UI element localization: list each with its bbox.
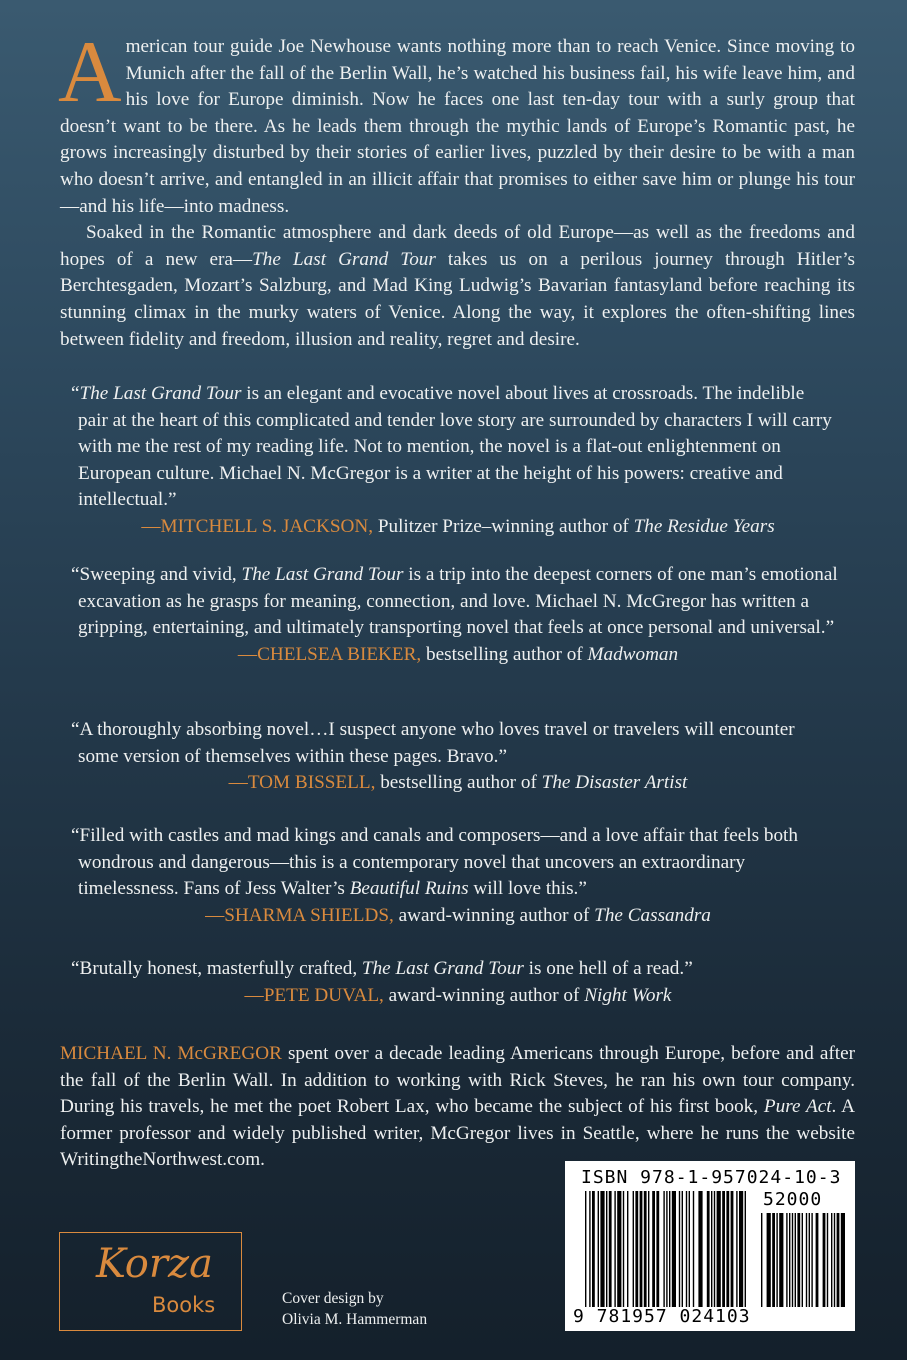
quote-attribution (78, 642, 838, 669)
barcode-bar (669, 1191, 670, 1307)
barcode-bar (711, 1191, 712, 1307)
barcode-bar (606, 1191, 607, 1307)
attr-name: SHARMA SHIELDS, (224, 904, 394, 926)
quote-pre: “A thoroughly absorbing novel…I suspect anyone who loves travel or travelers will encounter some version of themselves within these pages. Bravo.” (71, 719, 795, 767)
barcode-bar (802, 1213, 803, 1307)
barcode-bar (633, 1191, 634, 1307)
blurb-p2-start: Soaked in the Romantic atmosphere and dark deeds of old Europe—as well as the freedoms and hopes of a new era— (60, 222, 855, 270)
barcode-bar (795, 1213, 796, 1307)
barcode-bar (589, 1191, 590, 1307)
author-name: MICHAEL N. McGREGOR (60, 1043, 282, 1064)
barcode-bar (831, 1213, 832, 1307)
attr-name: TOM BISSELL, (247, 772, 376, 794)
attr-dash: — (244, 984, 264, 1006)
barcode-bar (827, 1213, 828, 1307)
barcode-bar (792, 1213, 793, 1307)
barcode-bar (689, 1191, 690, 1307)
review-quote-4 (71, 823, 838, 929)
barcode-bar (635, 1191, 638, 1307)
attr-work: The Disaster Artist (541, 772, 688, 794)
isbn-label: ISBN 978-1-957024-10-3 (581, 1167, 842, 1188)
barcode-bar (714, 1191, 715, 1307)
barcode-bar (617, 1191, 621, 1307)
barcode-bar (640, 1191, 643, 1307)
barcode-bar (823, 1213, 826, 1307)
barcode-bar (809, 1213, 810, 1307)
quote-body (71, 956, 838, 983)
barcode-bar (779, 1213, 783, 1307)
barcode-bar (600, 1191, 604, 1307)
barcode-bar (745, 1191, 746, 1307)
barcode-bar (837, 1213, 840, 1307)
attr-work: The Cassandra (594, 904, 711, 926)
barcode-bar (776, 1213, 777, 1307)
attr-work: The Residue Years (633, 515, 775, 537)
barcode-bar (686, 1191, 687, 1307)
quote-pre: “ (71, 383, 80, 404)
quote-text: is an elegant and evocative novel about lives at crossroads. The indelible pair at the heart of this complicated and tender love story are surrounded by characters I will carry with me the rest of my reading life. Not to mention, the novel is a flat-out enlightenment on European culture. Michael N. McGregor is a writer at the height of his powers: creative and intellectual.” (78, 383, 832, 511)
barcode-bar (736, 1191, 737, 1307)
blurb-section (58, 24, 855, 353)
author-bio (60, 1041, 855, 1174)
attr-role: award-winning author of (393, 904, 595, 926)
barcode-bar (614, 1191, 615, 1307)
attr-name: CHELSEA BIEKER, (257, 643, 422, 665)
blurb-p2-rest: takes us on a perilous journey through Hitler’s Berchtesgaden, Mozart’s Salzburg, and Mad King Ludwig’s Bavarian fantasyland before reaching its stunning climax in the murky waters of Venice. Along the way, it explores the often-shifting lines between fidelity and freedom, illusion and reality, regret and desire. (60, 248, 855, 350)
barcode-bar (707, 1191, 710, 1307)
barcode-bar (841, 1213, 845, 1307)
barcode-bar (726, 1191, 729, 1307)
attr-role: award-winning author of (383, 984, 585, 1006)
barcode-bar (717, 1191, 721, 1307)
quote-attribution (78, 983, 838, 1010)
logo-books: Books (152, 1293, 216, 1317)
bio-text-1: spent over a decade leading Americans through Europe, before and after the fall of the Berlin Wall. In addition to working with Rick Steves, he ran his own tour company. During his travels, he met the poet Robert Lax, who became the subject of his first book, (60, 1043, 856, 1118)
barcode-bar (722, 1191, 725, 1307)
barcode-bar (663, 1191, 664, 1307)
barcode-bar (656, 1191, 659, 1307)
barcode-bar (761, 1213, 762, 1307)
attr-dash: — (237, 643, 258, 665)
barcode-bar (627, 1191, 628, 1307)
barcode-bar (585, 1191, 586, 1307)
bio-text-2: . A former professor and widely published writer, McGregor lives in Seattle, where he runs the website WritingtheNorthwest.com. (60, 1096, 855, 1171)
isbn-barcode (565, 1161, 855, 1331)
barcode-bar (816, 1213, 819, 1307)
credit-line-2: Olivia M. Hammerman (282, 1311, 428, 1328)
quote-title: Beautiful Ruins (349, 878, 469, 900)
review-quote-1 (71, 381, 838, 541)
quote-body (71, 381, 838, 514)
barcode-bar (767, 1213, 771, 1307)
quote-pre: “Brutally honest, masterfully crafted, (71, 958, 362, 979)
attr-dash: — (141, 515, 161, 537)
quote-attribution (78, 770, 838, 797)
barcode-bar (609, 1191, 612, 1307)
review-quote-5 (71, 956, 838, 1009)
price-code: 52000 (763, 1189, 823, 1210)
barcode-bar (644, 1191, 647, 1307)
attr-role: Pulitzer Prize–winning author of (373, 515, 634, 537)
quote-title: The Last Grand Tour (241, 564, 404, 585)
bio-book-title: Pure Act (763, 1096, 832, 1118)
review-quote-2 (71, 562, 838, 668)
barcode-bar (811, 1213, 812, 1307)
credit-line-1: Cover design by (282, 1290, 384, 1307)
barcode-bar (731, 1191, 734, 1307)
barcode-bar (598, 1191, 599, 1307)
attr-work: Madwoman (587, 643, 679, 665)
addon-barcode-bars (761, 1213, 845, 1307)
blurb-paragraph-1 (58, 24, 855, 220)
main-barcode-bars (585, 1191, 746, 1307)
attr-work: Night Work (584, 984, 672, 1006)
quote-body (71, 562, 838, 642)
drop-cap: A (58, 24, 122, 121)
quote-pre: “Sweeping and vivid, (71, 564, 242, 585)
blurb-p2-title: The Last Grand Tour (252, 248, 436, 270)
publisher-logo (59, 1232, 242, 1331)
barcode-bar (797, 1213, 800, 1307)
attr-role: bestselling author of (421, 643, 588, 665)
barcode-bar (682, 1191, 683, 1307)
quote-text: will love this.” (468, 878, 587, 900)
review-quote-3 (71, 717, 838, 797)
barcode-bar (693, 1191, 694, 1307)
barcode-bar (652, 1191, 655, 1307)
quote-body (71, 717, 838, 770)
barcode-bar (739, 1191, 743, 1307)
barcode-bar (679, 1191, 680, 1307)
barcode-number: 9 781957 024103 (573, 1306, 751, 1327)
barcode-bar (806, 1213, 807, 1307)
blurb-p1-text: merican tour guide Joe Newhouse wants nothing more than to reach Venice. Since moving to Munich after the fall of the Berlin Wall, he’s watched his business fail, his wife leave him, and his love for Europe diminish. Now he faces one last ten-day tour with a surly group that doesn’t want to be there. As he leads them through the mythic lands of Europe’s Romantic past, he grows increasingly disturbed by their stories of earlier lives, puzzled by their desire to be with a man who doesn’t arrive, and entangled in an illicit affair that promises to either save him or plunge his tour—and his life—into madness. (60, 36, 855, 217)
logo-korza: Korza (96, 1241, 213, 1287)
attr-dash: — (228, 772, 248, 794)
barcode-bar (834, 1213, 835, 1307)
barcode-bar (786, 1213, 787, 1307)
quote-text: is a trip into the deepest corners of one man’s emotional excavation as he grasps for meaning, connection, and love. Michael N. McGregor has written a gripping, entertaining, and ultimately transporting novel that feels at once personal and universal.” (78, 564, 838, 639)
cover-credit (282, 1288, 427, 1330)
barcode-bar (666, 1191, 667, 1307)
barcode-bar (623, 1191, 624, 1307)
attr-name: MITCHELL S. JACKSON, (160, 515, 374, 537)
quote-title: The Last Grand Tour (79, 383, 242, 404)
barcode-bar (672, 1191, 676, 1307)
barcode-bar (592, 1191, 595, 1307)
attr-role: bestselling author of (375, 772, 542, 794)
blurb-paragraph-2 (60, 220, 855, 353)
quote-body (71, 823, 838, 903)
quote-attribution (78, 903, 838, 930)
barcode-bar (772, 1213, 775, 1307)
attr-name: PETE DUVAL, (263, 984, 384, 1006)
barcode-bar (789, 1213, 790, 1307)
quote-pre: “Filled with castles and mad kings and canals and composers—and a love affair that feels both wondrous and dangerous—this is a contemporary novel that uncovers an extraordinary timelessness. Fans of Jess Walter’s (71, 825, 798, 900)
quote-title: The Last Grand Tour (361, 958, 524, 979)
quote-text: is one hell of a read.” (523, 958, 693, 979)
barcode-bar (698, 1191, 702, 1307)
quote-attribution (78, 514, 838, 541)
attr-dash: — (205, 904, 225, 926)
barcode-bar (648, 1191, 649, 1307)
